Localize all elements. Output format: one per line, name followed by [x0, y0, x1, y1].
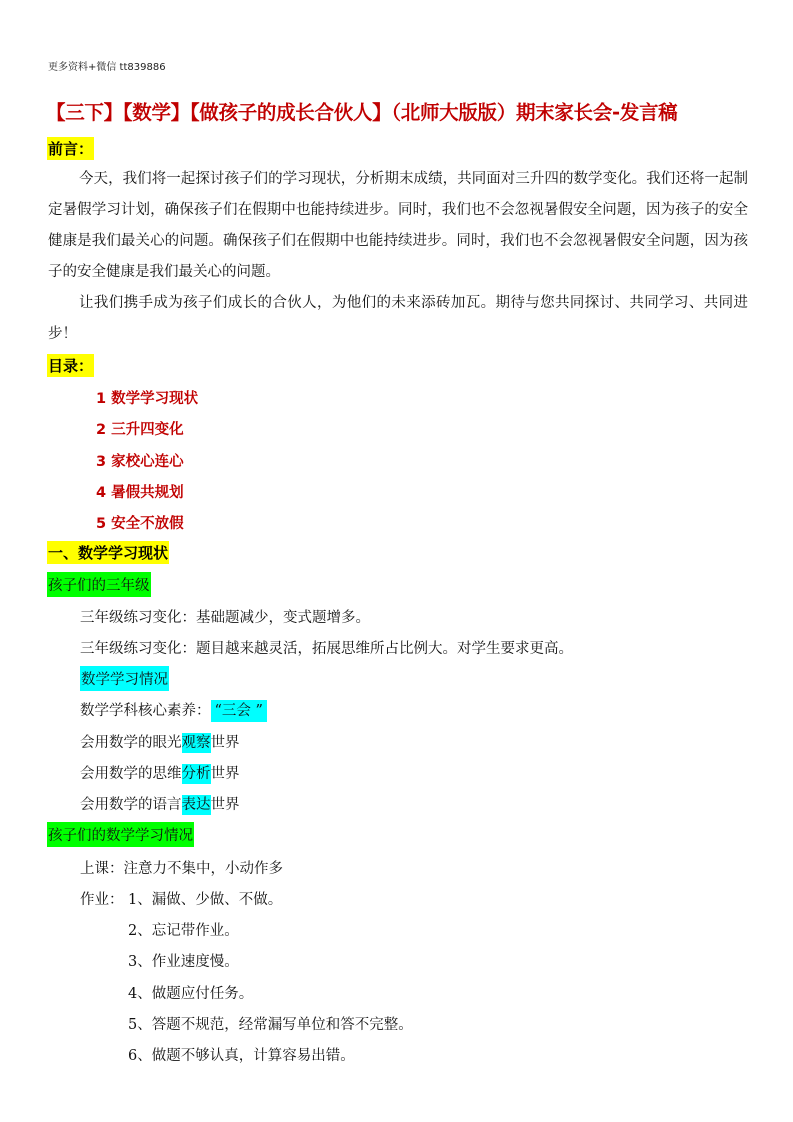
preface-paragraph-1: 今天，我们将一起探讨孩子们的学习现状，分析期末成绩，共同面对三升四的数学变化。我们还将一起制定暑假学习计划，确保孩子们在假期中也能持续进步。同时，我们也不会忽视暑假安全问题，因为孩子的安全健康是我们最关心的问题。确保孩子们在假期中也能持续进步。同时，我们也不会忽视暑假安全问题，因为孩子的安全健康是我们最关心的问题。 — [48, 171, 748, 280]
homework-item-1: 1、漏做、少做、不做。 — [128, 892, 283, 908]
section-1-heading: 一、数学学习现状 — [47, 541, 169, 564]
class-behavior-line: 上课：注意力不集中，小动作多 — [80, 861, 283, 877]
homework-item-2: 2、忘记带作业。 — [128, 923, 239, 939]
ability-highlight: 分析 — [181, 766, 211, 782]
ability-suffix: 世界 — [210, 766, 240, 782]
toc-item-4: 4 暑假共规划 — [96, 485, 184, 501]
subheading-children-math-status: 孩子们的数学学习情况 — [47, 822, 194, 847]
preface-paragraph-2: 让我们携手成为孩子们成长的合伙人，为他们的未来添砖加瓦。期待与您共同探讨、共同学习、共同进步！ — [48, 295, 748, 342]
practice-change-line-1: 三年级练习变化：基础题减少，变式题增多。 — [80, 610, 370, 626]
ability-suffix: 世界 — [210, 797, 240, 813]
ability-prefix: 会用数学的思维 — [80, 766, 182, 782]
three-abilities-line-2 — [80, 762, 240, 783]
three-abilities-line-3 — [80, 793, 240, 814]
ability-highlight: 观察 — [181, 735, 211, 751]
ability-suffix: 世界 — [210, 735, 240, 751]
toc-heading: 目录： — [47, 354, 94, 377]
homework-item-3: 3、作业速度慢。 — [128, 954, 239, 970]
homework-prefix: 作业： — [80, 892, 124, 908]
practice-change-line-2: 三年级练习变化：题目越来越灵活，拓展思维所占比例大。对学生要求更高。 — [80, 641, 573, 657]
toc-item-1: 1 数学学习现状 — [96, 391, 199, 407]
toc-item-5: 5 安全不放假 — [96, 516, 184, 532]
homework-item-5: 5、答题不规范，经常漏写单位和答不完整。 — [128, 1017, 413, 1033]
subheading-math-learning: 数学学习情况 — [80, 666, 169, 691]
ability-prefix: 会用数学的语言 — [80, 797, 182, 813]
homework-item-6: 6、做题不够认真，计算容易出错。 — [128, 1048, 355, 1064]
core-literacy-prefix: 数学学科核心素养： — [80, 703, 211, 719]
preface-heading: 前言： — [47, 137, 94, 160]
homework-item-4: 4、做题应付任务。 — [128, 986, 254, 1002]
ability-highlight: 表达 — [181, 797, 211, 813]
toc-item-2: 2 三升四变化 — [96, 422, 184, 438]
toc-item-3: 3 家校心连心 — [96, 454, 184, 470]
core-literacy-mark: “三会 ” — [211, 700, 267, 722]
three-abilities-line-1 — [80, 731, 240, 752]
ability-prefix: 会用数学的眼光 — [80, 735, 182, 751]
watermark-text: 更多资料+微信 tt839886 — [48, 62, 166, 73]
core-literacy-line — [80, 699, 267, 720]
document-title: 【三下】【数学】【做孩子的成长合伙人】（北师大版版）期末家长会-发言稿 — [46, 101, 678, 124]
subheading-third-grade: 孩子们的三年级 — [47, 572, 151, 597]
